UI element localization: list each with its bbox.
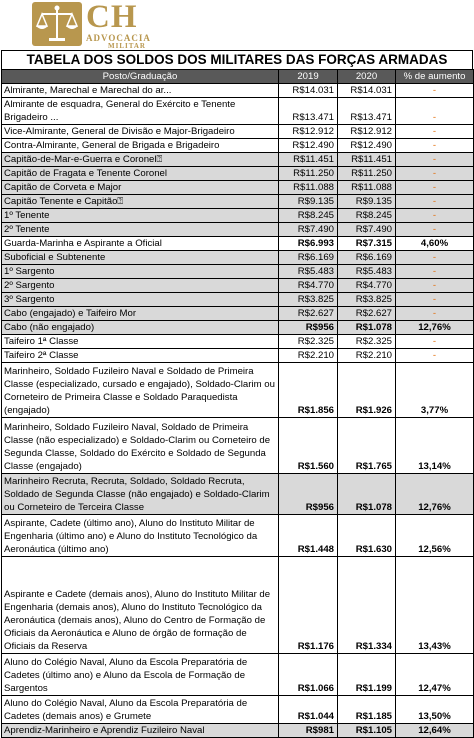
value-2020-cell: R$8.245	[338, 209, 396, 223]
value-2019-cell: R$12.912	[279, 125, 338, 139]
value-2019-cell: R$2.210	[279, 349, 338, 363]
increase-cell: -	[396, 84, 474, 98]
rank-cell: Cabo (não engajado)	[2, 321, 279, 335]
rank-cell: Taifeiro 1ª Classe	[2, 335, 279, 349]
value-2019-cell: R$1.176	[279, 557, 338, 654]
value-2020-cell: R$3.825	[338, 293, 396, 307]
rank-cell: Aprendiz-Marinheiro e Aprendiz Fuzileiro Naval	[2, 724, 279, 738]
table-row	[2, 293, 474, 307]
rank-cell: Cabo (engajado) e Taifeiro Mor	[2, 307, 279, 321]
value-2019-cell: R$1.448	[279, 515, 338, 557]
increase-cell: -	[396, 195, 474, 209]
rank-cell: Contra-Almirante, General de Brigada e Brigadeiro	[2, 139, 279, 153]
increase-cell: -	[396, 98, 474, 125]
rank-cell: 2º Tenente	[2, 223, 279, 237]
table-row	[2, 139, 474, 153]
value-2020-cell: R$1.105	[338, 724, 396, 738]
value-2019-cell: R$5.483	[279, 265, 338, 279]
table-row	[2, 515, 474, 557]
rank-cell: Aspirante e Cadete (demais anos), Aluno do Instituto Militar de Engenharia (demais anos), Aluno do Instituto Tecnológico da Aeronáutica (demais anos), Aluno do Centro de Formação de Oficiais da Aeronáutica e Aluno de órgão de formação de Oficiais da Reserva	[2, 557, 279, 654]
rank-cell: Aluno do Colégio Naval, Aluno da Escola Preparatória de Cadetes (demais anos) e Grumete	[2, 696, 279, 724]
rank-cell: 2º Sargento	[2, 279, 279, 293]
value-2019-cell: R$8.245	[279, 209, 338, 223]
value-2020-cell: R$1.334	[338, 557, 396, 654]
value-2019-cell: R$1.560	[279, 418, 338, 474]
scales-of-justice-icon	[32, 2, 82, 46]
value-2020-cell: R$1.078	[338, 321, 396, 335]
increase-cell: -	[396, 251, 474, 265]
value-2019-cell: R$2.627	[279, 307, 338, 321]
table-row	[2, 125, 474, 139]
table-row	[2, 557, 474, 654]
value-2020-cell: R$14.031	[338, 84, 396, 98]
rank-cell: Aluno do Colégio Naval, Aluno da Escola Preparatória de Cadetes (último ano) e Aluno da Escola de Formação de Sargentos	[2, 654, 279, 696]
value-2020-cell: R$13.471	[338, 98, 396, 125]
value-2019-cell: R$9.135	[279, 195, 338, 209]
value-2019-cell: R$1.856	[279, 363, 338, 418]
increase-cell: 12,64%	[396, 724, 474, 738]
rank-cell: Capitão de Corveta e Major	[2, 181, 279, 195]
value-2019-cell: R$7.490	[279, 223, 338, 237]
rank-cell: 1º Tenente	[2, 209, 279, 223]
increase-cell: -	[396, 265, 474, 279]
value-2020-cell: R$1.630	[338, 515, 396, 557]
table-row	[2, 279, 474, 293]
increase-cell: -	[396, 349, 474, 363]
increase-cell: -	[396, 293, 474, 307]
logo	[0, 0, 474, 50]
value-2020-cell: R$9.135	[338, 195, 396, 209]
value-2020-cell: R$1.926	[338, 363, 396, 418]
table-row	[2, 195, 474, 209]
brand-line1: ADVOCACIA	[86, 33, 151, 43]
soldos-table	[1, 69, 474, 738]
value-2020-cell: R$11.250	[338, 167, 396, 181]
value-2020-cell: R$1.078	[338, 474, 396, 515]
value-2020-cell: R$12.912	[338, 125, 396, 139]
table-row	[2, 474, 474, 515]
table-row	[2, 209, 474, 223]
increase-cell: -	[396, 223, 474, 237]
value-2020-cell: R$1.199	[338, 654, 396, 696]
table-header-row	[2, 70, 474, 84]
increase-cell: -	[396, 307, 474, 321]
table-row	[2, 321, 474, 335]
value-2020-cell: R$6.169	[338, 251, 396, 265]
value-2019-cell: R$12.490	[279, 139, 338, 153]
header-2020: 2020	[338, 70, 396, 84]
value-2020-cell: R$5.483	[338, 265, 396, 279]
value-2019-cell: R$1.044	[279, 696, 338, 724]
increase-cell: 12,76%	[396, 474, 474, 515]
increase-cell: -	[396, 139, 474, 153]
value-2019-cell: R$956	[279, 474, 338, 515]
increase-cell: -	[396, 209, 474, 223]
value-2019-cell: R$3.825	[279, 293, 338, 307]
rank-cell: Aspirante, Cadete (último ano), Aluno do Instituto Militar de Engenharia (último ano) e Aluno do Instituto Tecnológico da Aeronáutica (último ano)	[2, 515, 279, 557]
value-2020-cell: R$7.315	[338, 237, 396, 251]
header-2019: 2019	[279, 70, 338, 84]
value-2020-cell: R$11.088	[338, 181, 396, 195]
table-row	[2, 335, 474, 349]
value-2019-cell: R$11.250	[279, 167, 338, 181]
rank-cell: 3º Sargento	[2, 293, 279, 307]
table-row	[2, 265, 474, 279]
value-2020-cell: R$1.765	[338, 418, 396, 474]
value-2020-cell: R$2.210	[338, 349, 396, 363]
increase-cell: 12,76%	[396, 321, 474, 335]
value-2020-cell: R$11.451	[338, 153, 396, 167]
value-2020-cell: R$2.325	[338, 335, 396, 349]
table-row	[2, 654, 474, 696]
rank-cell: Almirante de esquadra, General do Exército e Tenente Brigadeiro ...	[2, 98, 279, 125]
increase-cell: 3,77%	[396, 363, 474, 418]
increase-cell: -	[396, 279, 474, 293]
rank-cell: Capitão-de-Mar-e-Guerra e Coronel⍰	[2, 153, 279, 167]
increase-cell: 4,60%	[396, 237, 474, 251]
value-2019-cell: R$981	[279, 724, 338, 738]
header-rank: Posto/Graduação	[2, 70, 279, 84]
value-2019-cell: R$13.471	[279, 98, 338, 125]
increase-cell: 13,14%	[396, 418, 474, 474]
table-row	[2, 251, 474, 265]
table-row	[2, 223, 474, 237]
table-row	[2, 363, 474, 418]
rank-cell: Suboficial e Subtenente	[2, 251, 279, 265]
table-row	[2, 724, 474, 738]
table-row	[2, 307, 474, 321]
value-2019-cell: R$1.066	[279, 654, 338, 696]
value-2020-cell: R$1.185	[338, 696, 396, 724]
rank-cell: Guarda-Marinha e Aspirante a Oficial	[2, 237, 279, 251]
increase-cell: 12,56%	[396, 515, 474, 557]
increase-cell: 12,47%	[396, 654, 474, 696]
rank-cell: Marinheiro, Soldado Fuzileiro Naval, Soldado de Primeira Classe (não especializado) e Soldado-Clarim ou Corneteiro de Segunda Classe, Soldado do Exército e Soldado de Segunda Classe (engajado)	[2, 418, 279, 474]
table-row	[2, 153, 474, 167]
table-row	[2, 237, 474, 251]
value-2019-cell: R$11.451	[279, 153, 338, 167]
rank-cell: Capitão Tenente e Capitão⍰	[2, 195, 279, 209]
increase-cell: -	[396, 153, 474, 167]
value-2020-cell: R$12.490	[338, 139, 396, 153]
table-row	[2, 349, 474, 363]
brand-line2: MILITAR	[108, 42, 146, 50]
table-row	[2, 418, 474, 474]
increase-cell: -	[396, 335, 474, 349]
header-increase: % de aumento	[396, 70, 474, 84]
rank-cell: Marinheiro, Soldado Fuzileiro Naval e Soldado de Primeira Classe (especializado, cursado e engajado), Soldado-Clarim ou Corneteiro de Primeira Classe e Soldado Paraquedista (engajado)	[2, 363, 279, 418]
table-row	[2, 696, 474, 724]
value-2019-cell: R$4.770	[279, 279, 338, 293]
rank-cell: Vice-Almirante, General de Divisão e Major-Brigadeiro	[2, 125, 279, 139]
brand-initials: CH	[86, 0, 138, 35]
value-2019-cell: R$6.993	[279, 237, 338, 251]
increase-cell: 13,50%	[396, 696, 474, 724]
value-2019-cell: R$956	[279, 321, 338, 335]
value-2019-cell: R$11.088	[279, 181, 338, 195]
rank-cell: Marinheiro Recruta, Recruta, Soldado, Soldado Recruta, Soldado de Segunda Classe (não engajado) e Soldado-Clarim ou Corneteiro de Terceira Classe	[2, 474, 279, 515]
value-2019-cell: R$2.325	[279, 335, 338, 349]
increase-cell: 13,43%	[396, 557, 474, 654]
value-2020-cell: R$7.490	[338, 223, 396, 237]
value-2020-cell: R$4.770	[338, 279, 396, 293]
value-2019-cell: R$14.031	[279, 84, 338, 98]
rank-cell: Almirante, Marechal e Marechal do ar...	[2, 84, 279, 98]
increase-cell: -	[396, 167, 474, 181]
increase-cell: -	[396, 125, 474, 139]
table-title: TABELA DOS SOLDOS DOS MILITARES DAS FORÇAS ARMADAS	[1, 50, 473, 69]
rank-cell: 1º Sargento	[2, 265, 279, 279]
value-2020-cell: R$2.627	[338, 307, 396, 321]
value-2019-cell: R$6.169	[279, 251, 338, 265]
table-row	[2, 181, 474, 195]
table-row	[2, 167, 474, 181]
table-row	[2, 84, 474, 98]
rank-cell: Capitão de Fragata e Tenente Coronel	[2, 167, 279, 181]
table-row	[2, 98, 474, 125]
rank-cell: Taifeiro 2ª Classe	[2, 349, 279, 363]
increase-cell: -	[396, 181, 474, 195]
